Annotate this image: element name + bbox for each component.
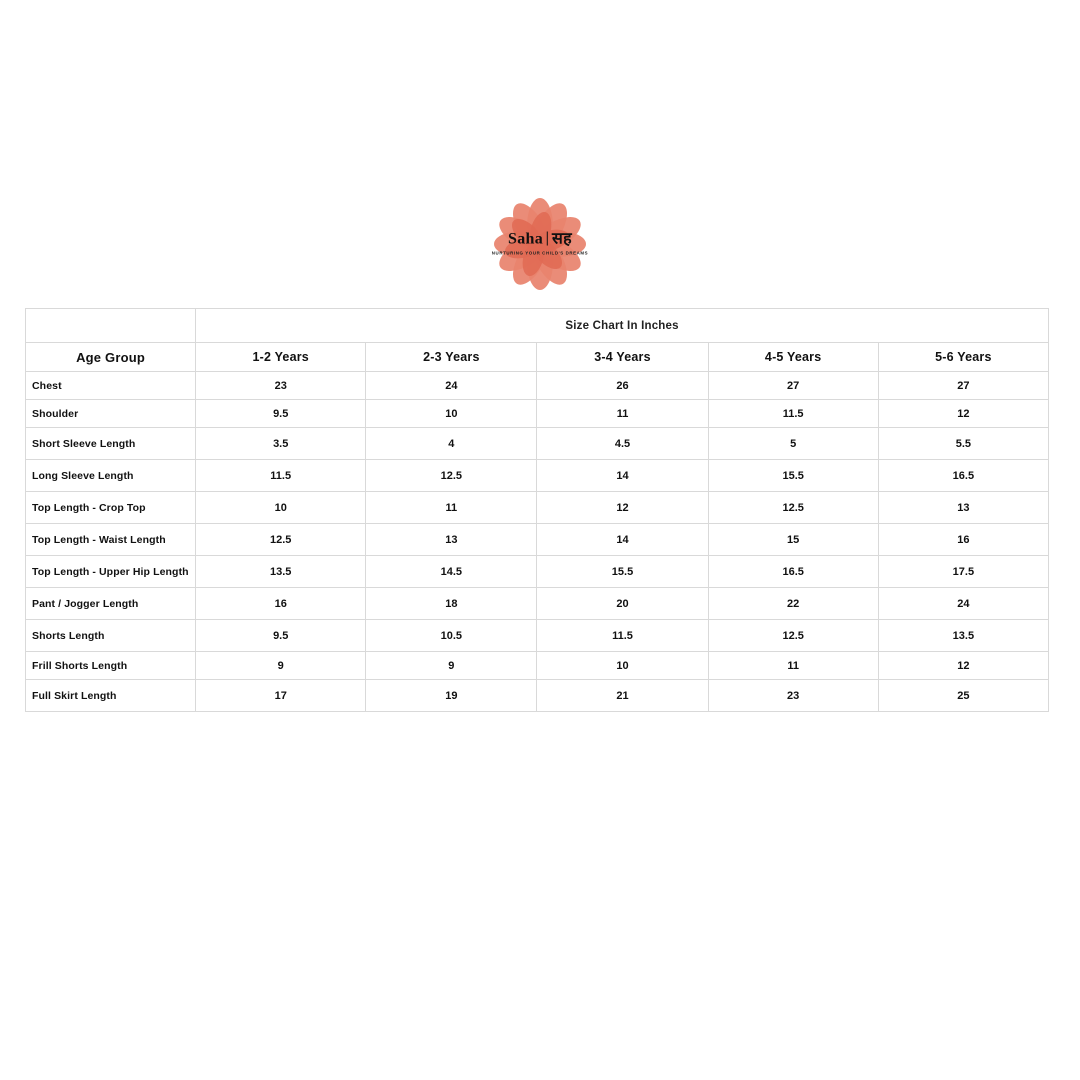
row-value: 15.5 bbox=[708, 460, 878, 492]
row-value: 23 bbox=[708, 680, 878, 712]
title-blank-cell bbox=[26, 309, 196, 343]
header-col-2: 2-3 Years bbox=[366, 343, 537, 372]
size-chart-table bbox=[25, 308, 1049, 712]
row-label: Shoulder bbox=[26, 400, 196, 428]
row-value: 16 bbox=[196, 588, 366, 620]
brand-tagline: NURTURING YOUR CHILD'S DREAMS bbox=[491, 250, 589, 256]
row-value: 3.5 bbox=[196, 428, 366, 460]
row-value: 13 bbox=[878, 492, 1048, 524]
row-value: 17 bbox=[196, 680, 366, 712]
row-label: Top Length - Crop Top bbox=[26, 492, 196, 524]
row-value: 4 bbox=[366, 428, 537, 460]
brand-divider bbox=[547, 232, 548, 246]
row-value: 27 bbox=[708, 372, 878, 400]
row-value: 12.5 bbox=[708, 492, 878, 524]
row-value: 9 bbox=[366, 652, 537, 680]
row-value: 10 bbox=[537, 652, 708, 680]
table-row bbox=[26, 620, 1049, 652]
row-value: 10.5 bbox=[366, 620, 537, 652]
header-col-5: 5-6 Years bbox=[878, 343, 1048, 372]
row-label: Pant / Jogger Length bbox=[26, 588, 196, 620]
row-value: 13.5 bbox=[196, 556, 366, 588]
brand-wordmark bbox=[492, 232, 588, 256]
row-value: 16.5 bbox=[708, 556, 878, 588]
table-row bbox=[26, 652, 1049, 680]
row-value: 22 bbox=[708, 588, 878, 620]
table-header-row bbox=[26, 343, 1049, 372]
table-row bbox=[26, 680, 1049, 712]
header-col-4: 4-5 Years bbox=[708, 343, 878, 372]
table-title-row bbox=[26, 309, 1049, 343]
header-age-group: Age Group bbox=[26, 343, 196, 372]
row-value: 9 bbox=[196, 652, 366, 680]
row-value: 26 bbox=[537, 372, 708, 400]
row-value: 19 bbox=[366, 680, 537, 712]
row-value: 10 bbox=[196, 492, 366, 524]
row-value: 12 bbox=[537, 492, 708, 524]
row-value: 17.5 bbox=[878, 556, 1048, 588]
table-title: Size Chart In Inches bbox=[196, 309, 1049, 343]
row-value: 16.5 bbox=[878, 460, 1048, 492]
row-value: 14 bbox=[537, 460, 708, 492]
row-value: 14 bbox=[537, 524, 708, 556]
row-label: Frill Shorts Length bbox=[26, 652, 196, 680]
table-row bbox=[26, 400, 1049, 428]
row-value: 4.5 bbox=[537, 428, 708, 460]
row-value: 5.5 bbox=[878, 428, 1048, 460]
row-value: 9.5 bbox=[196, 400, 366, 428]
row-value: 11 bbox=[366, 492, 537, 524]
row-label: Top Length - Upper Hip Length bbox=[26, 556, 196, 588]
row-value: 13 bbox=[366, 524, 537, 556]
row-label: Chest bbox=[26, 372, 196, 400]
row-value: 11.5 bbox=[708, 400, 878, 428]
row-value: 15 bbox=[708, 524, 878, 556]
row-label: Shorts Length bbox=[26, 620, 196, 652]
row-value: 5 bbox=[708, 428, 878, 460]
row-value: 12.5 bbox=[708, 620, 878, 652]
header-col-3: 3-4 Years bbox=[537, 343, 708, 372]
row-value: 14.5 bbox=[366, 556, 537, 588]
row-value: 11.5 bbox=[537, 620, 708, 652]
row-value: 23 bbox=[196, 372, 366, 400]
row-value: 15.5 bbox=[537, 556, 708, 588]
row-label: Long Sleeve Length bbox=[26, 460, 196, 492]
row-value: 24 bbox=[366, 372, 537, 400]
brand-logo bbox=[0, 196, 1080, 292]
row-label: Short Sleeve Length bbox=[26, 428, 196, 460]
table-row bbox=[26, 372, 1049, 400]
row-label: Top Length - Waist Length bbox=[26, 524, 196, 556]
row-value: 21 bbox=[537, 680, 708, 712]
row-value: 13.5 bbox=[878, 620, 1048, 652]
row-value: 10 bbox=[366, 400, 537, 428]
table-row bbox=[26, 524, 1049, 556]
table-row bbox=[26, 556, 1049, 588]
table-row bbox=[26, 588, 1049, 620]
row-value: 25 bbox=[878, 680, 1048, 712]
row-value: 9.5 bbox=[196, 620, 366, 652]
size-chart-table-wrap bbox=[25, 308, 1049, 712]
row-value: 16 bbox=[878, 524, 1048, 556]
row-value: 18 bbox=[366, 588, 537, 620]
row-value: 11.5 bbox=[196, 460, 366, 492]
brand-name-devanagari: सह bbox=[552, 230, 572, 248]
header-col-1: 1-2 Years bbox=[196, 343, 366, 372]
row-value: 12.5 bbox=[366, 460, 537, 492]
table-row bbox=[26, 492, 1049, 524]
flower-icon bbox=[492, 196, 588, 292]
row-value: 20 bbox=[537, 588, 708, 620]
row-value: 24 bbox=[878, 588, 1048, 620]
row-label: Full Skirt Length bbox=[26, 680, 196, 712]
brand-name-latin: Saha bbox=[508, 230, 544, 248]
row-value: 11 bbox=[537, 400, 708, 428]
table-row bbox=[26, 460, 1049, 492]
row-value: 11 bbox=[708, 652, 878, 680]
row-value: 27 bbox=[878, 372, 1048, 400]
row-value: 12 bbox=[878, 400, 1048, 428]
row-value: 12.5 bbox=[196, 524, 366, 556]
table-row bbox=[26, 428, 1049, 460]
row-value: 12 bbox=[878, 652, 1048, 680]
